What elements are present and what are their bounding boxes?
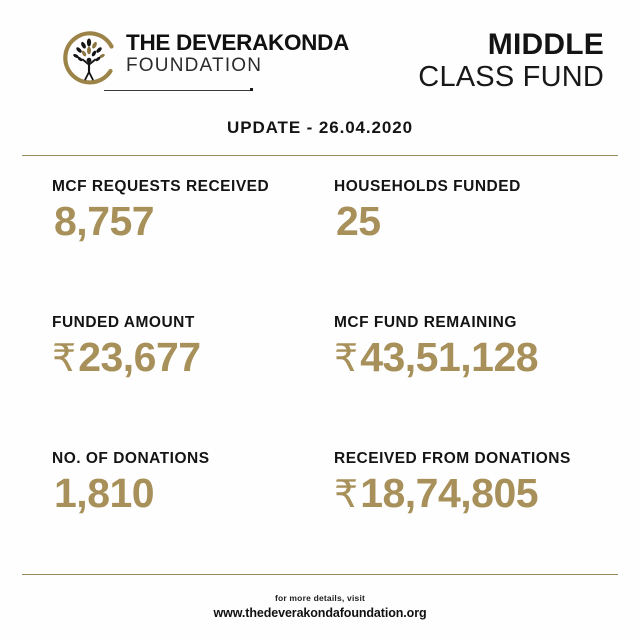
- stat-received-from-donations: [334, 450, 624, 518]
- logo-underline: [104, 90, 252, 91]
- currency-symbol: ₹: [334, 474, 359, 516]
- divider-bottom: [22, 574, 618, 575]
- stat-label: FUNDED AMOUNT: [52, 314, 195, 331]
- stat-households-funded: [334, 178, 624, 246]
- currency-symbol: ₹: [334, 338, 359, 380]
- stat-row: [0, 178, 640, 314]
- logo-underline-dot: [250, 88, 253, 91]
- stat-row: [0, 314, 640, 450]
- stat-value: [52, 334, 332, 382]
- stat-number: 18,74,805: [360, 470, 539, 516]
- logo-name-primary: THE DEVERAKONDA: [126, 30, 350, 55]
- stat-label: MCF FUND REMAINING: [334, 314, 517, 331]
- stat-label: HOUSEHOLDS FUNDED: [334, 178, 521, 195]
- stat-value: [334, 470, 624, 518]
- footer-note: for more details, visit: [274, 593, 366, 603]
- fund-title-line2: CLASS FUND: [418, 61, 604, 93]
- stat-value: [334, 198, 624, 246]
- stat-number: 8,757: [54, 198, 155, 244]
- stat-label: RECEIVED FROM DONATIONS: [334, 450, 571, 467]
- stats-grid: [0, 178, 640, 586]
- stat-mcf-fund-remaining: [334, 314, 624, 382]
- update-date: UPDATE - 26.04.2020: [227, 118, 413, 137]
- stat-value: [334, 334, 624, 382]
- logo-wordmark: [126, 26, 349, 76]
- stat-value: [52, 198, 332, 246]
- logo-name-secondary: FOUNDATION: [126, 55, 263, 76]
- foundation-logo: [58, 26, 349, 89]
- footer: [0, 592, 640, 621]
- stat-funded-amount: [52, 314, 332, 382]
- currency-symbol: ₹: [52, 338, 77, 380]
- stat-label: NO. OF DONATIONS: [52, 450, 210, 467]
- divider-top: [22, 155, 618, 156]
- stat-number: 43,51,128: [360, 334, 539, 380]
- tree-with-person-emblem: [58, 27, 120, 89]
- stat-label: MCF REQUESTS RECEIVED: [52, 178, 270, 195]
- footer-website-url[interactable]: www.thedeverakondafoundation.org: [213, 606, 427, 620]
- stat-row: [0, 450, 640, 586]
- stat-no-of-donations: [52, 450, 332, 518]
- stat-number: 25: [336, 198, 381, 244]
- stat-mcf-requests-received: [52, 178, 332, 246]
- stat-number: 1,810: [54, 470, 155, 516]
- fund-title: [418, 28, 604, 93]
- stat-value: [52, 470, 332, 518]
- stat-number: 23,677: [78, 334, 201, 380]
- fund-title-line1: MIDDLE: [487, 28, 604, 61]
- header: [0, 0, 640, 108]
